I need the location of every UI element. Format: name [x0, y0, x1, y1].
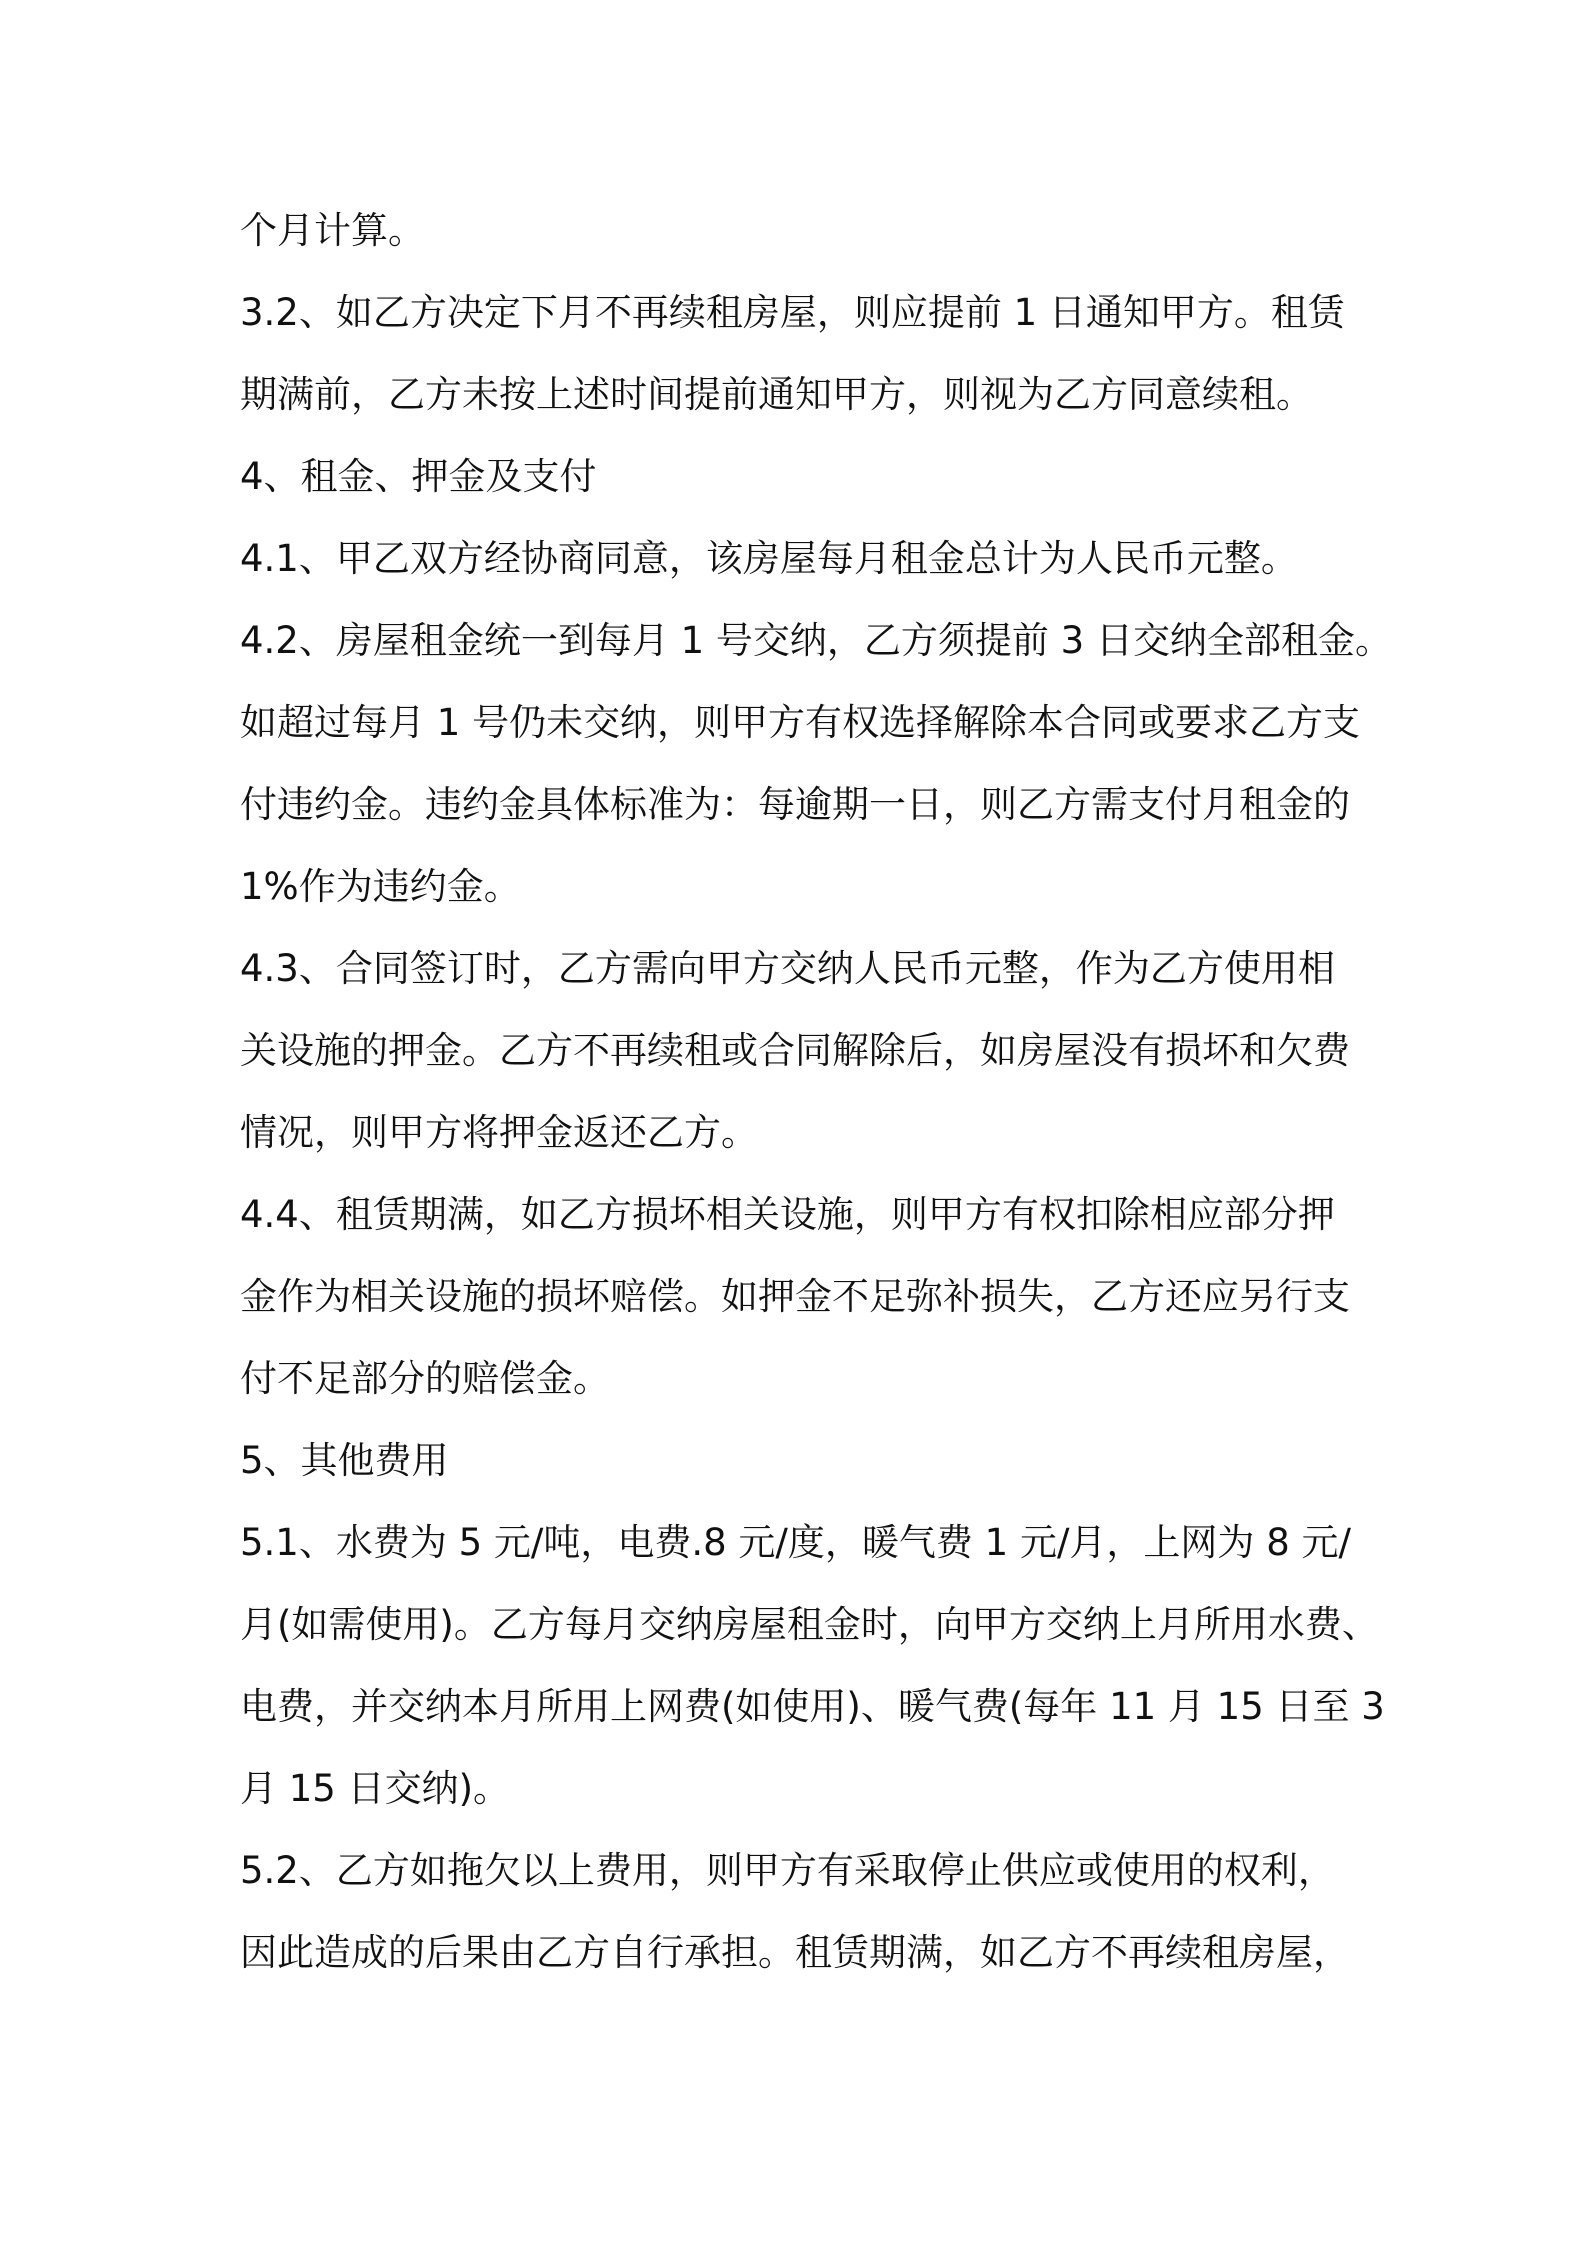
text-line: 情况，则甲方将押金返还乙方。: [240, 1111, 758, 1154]
text-line: 月 15 日交纳)。: [240, 1767, 511, 1810]
text-line: 关设施的押金。乙方不再续租或合同解除后，如房屋没有损坏和欠费: [240, 1029, 1350, 1072]
section-heading: 4、租金、押金及支付: [240, 455, 597, 498]
text-line: 付违约金。违约金具体标准为：每逾期一日，则乙方需支付月租金的: [240, 783, 1350, 826]
text-line: 3.2、如乙方决定下月不再续租房屋，则应提前 1 日通知甲方。租赁: [240, 291, 1345, 334]
text-line: 如超过每月 1 号仍未交纳，则甲方有权选择解除本合同或要求乙方支: [240, 701, 1361, 744]
text-line: 4.4、租赁期满，如乙方损坏相关设施，则甲方有权扣除相应部分押: [240, 1193, 1335, 1236]
section-heading: 5、其他费用: [240, 1439, 449, 1482]
text-line: 因此造成的后果由乙方自行承担。租赁期满，如乙方不再续租房屋，: [240, 1931, 1350, 1974]
text-line: 4.3、合同签订时，乙方需向甲方交纳人民币元整，作为乙方使用相: [240, 947, 1335, 990]
text-line: 个月计算。: [240, 209, 425, 252]
text-line: 1%作为违约金。: [240, 865, 521, 908]
text-line: 4.2、房屋租金统一到每月 1 号交纳，乙方须提前 3 日交纳全部租金。: [240, 619, 1392, 662]
text-line: 付不足部分的赔偿金。: [240, 1357, 610, 1400]
text-line: 4.1、甲乙双方经协商同意，该房屋每月租金总计为人民币元整。: [240, 537, 1298, 580]
contract-text-block: [240, 190, 1392, 1994]
text-line: 5.2、乙方如拖欠以上费用，则甲方有采取停止供应或使用的权利，: [240, 1849, 1335, 1892]
text-line: 月(如需使用)。乙方每月交纳房屋租金时，向甲方交纳上月所用水费、: [240, 1603, 1379, 1646]
text-line: 金作为相关设施的损坏赔偿。如押金不足弥补损失，乙方还应另行支: [240, 1275, 1350, 1318]
text-line: 电费，并交纳本月所用上网费(如使用)、暖气费(每年 11 月 15 日至 3: [240, 1685, 1385, 1728]
text-line: 5.1、水费为 5 元/吨，电费.8 元/度，暖气费 1 元/月，上网为 8 元/: [240, 1521, 1351, 1564]
text-line: 期满前，乙方未按上述时间提前通知甲方，则视为乙方同意续租。: [240, 373, 1313, 416]
